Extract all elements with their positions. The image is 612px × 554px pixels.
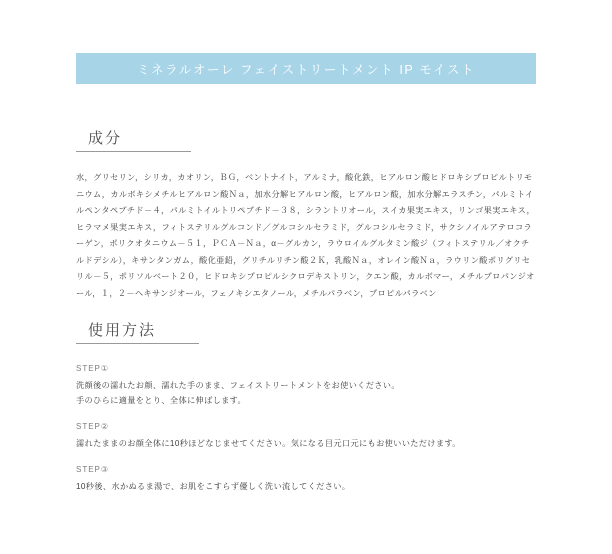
usage-section [76, 322, 536, 494]
usage-step-line: 手のひらに適量をとり、全体に伸ばします。 [76, 396, 247, 405]
ingredients-text: 水，グリセリン，シリカ，カオリン，ＢＧ，ベントナイト，アルミナ，酸化鉄，ヒアルロン酸ヒドロキシプロピルトリモニウム，カルボキシメチルヒアルロン酸Ｎａ，加水分解ヒアルロン酸，ヒアルロン酸，加水分解エラスチン，パルミトイルペンタペプチド－４，パルミトイルトリペプチド－３８，シラントリオール，スイカ果実エキス，リンゴ果実エキス，ヒラマメ果実エキス，フィトステリルグルコンド／グルコシルセラミド，グルコシルセラミド，サクシノイルアテロコラーゲン，ポリクオタニウム－５１，ＰＣＡ－Ｎａ，α－グルカン，ラウロイルグルタミン酸ジ（フィトステリル／オクチルドデシル），キサンタンガム，酸化亜鉛，グリチルリチン酸２Ｋ，乳酸Ｎａ，オレイン酸Ｎａ，ラウリン酸ポリグリセリル－５，ポリソルベート２０，ヒドロキシプロピルシクロデキストリン，クエン酸，カルボマー，メチルプロパンジオール，１，２－ヘキサンジオール，フェノキシエタノール，メチルパラベン，プロピルパラベン [76, 173, 535, 298]
product-title: ミネラルオーレ フェイストリートメント IP モイスト [136, 62, 476, 77]
ingredients-heading: 成分 [88, 130, 123, 147]
usage-heading: 使用方法 [88, 322, 157, 339]
heading-divider [76, 343, 199, 344]
usage-step-line: 10秒後、水かぬるま湯で、お肌をこすらず優しく洗い流してください。 [76, 482, 351, 491]
usage-step-label: STEP② [76, 422, 110, 431]
product-title-banner [76, 53, 536, 84]
usage-step [76, 422, 536, 451]
usage-step-line: 洗顔後の濡れたお顔、濡れた手のまま、フェイストリートメントをお使いください。 [76, 381, 400, 390]
usage-step-label: STEP③ [76, 465, 110, 474]
usage-step-line: 濡れたままのお顔全体に10秒ほどなじませてください。気になる目元口元にもお使いいただけます。 [76, 439, 461, 448]
heading-divider [76, 151, 191, 152]
usage-step [76, 364, 536, 408]
usage-step [76, 465, 536, 494]
usage-heading-wrap [76, 322, 536, 348]
usage-step-label: STEP① [76, 364, 110, 373]
ingredients-section [76, 130, 536, 302]
ingredients-heading-wrap [76, 130, 536, 156]
